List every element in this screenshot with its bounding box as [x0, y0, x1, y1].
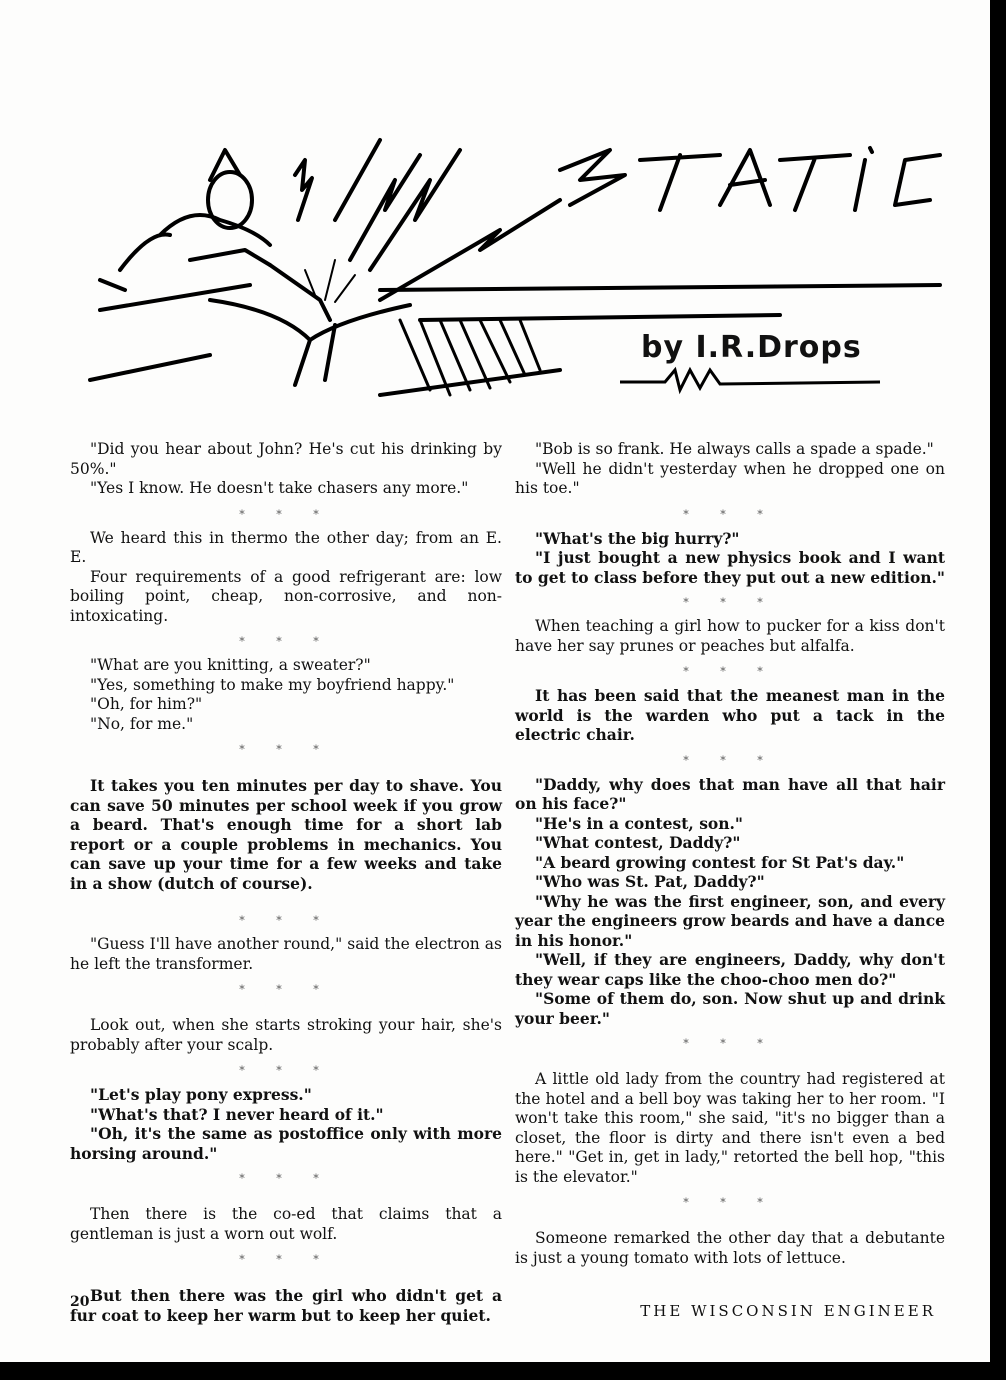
title-letter-i	[855, 148, 872, 210]
joke-text: "Daddy, why does that man have all that hair on his face?"	[515, 774, 945, 813]
joke-text: "What contest, Daddy?"	[535, 833, 741, 852]
section-separator: * * *	[683, 753, 777, 767]
section-separator: * * *	[683, 665, 777, 678]
title-letter-t2	[780, 155, 850, 210]
joke-text: It takes you ten minutes per day to shave. You can save 50 minutes per school week if you grow a beard. That's enough time for a short lab report or a couple problems in mechanics. You can save up your time for a few weeks and take in a show (dutch of course).	[70, 776, 502, 893]
joke-text: "Did you hear about John? He's cut his drinking by 50%."	[70, 440, 502, 478]
section-separator: * * *	[239, 1064, 333, 1077]
title-letter-s	[560, 150, 625, 205]
page-number: 20	[70, 1294, 90, 1310]
section-separator: * * *	[239, 507, 333, 521]
byline: by I.R.Drops	[641, 330, 862, 365]
joke-text: "Who was St. Pat, Daddy?"	[535, 872, 765, 891]
joke-text: "Oh, it's the same as postoffice only with more horsing around."	[70, 1124, 502, 1163]
joke-text: "A beard growing contest for St Pat's day."	[535, 852, 905, 872]
joke-text: "Oh, for him?"	[90, 695, 203, 713]
section-separator: * * *	[683, 1037, 777, 1050]
joke-text: "He's in a contest, son."	[535, 813, 743, 833]
byline-underline	[620, 370, 880, 390]
joke-text: Someone remarked the other day that a debutante is just a young tomato with lots of lettuce.	[515, 1229, 945, 1267]
joke-text: When teaching a girl how to pucker for a kiss don't have her say prunes or peaches but alfalfa.	[515, 617, 945, 655]
joke-text: "What are you knitting, a sweater?"	[90, 656, 371, 674]
lightning-bolt	[295, 160, 312, 220]
joke-text: It has been said that the meanest man in the world is the warden who put a tack in the electric chair.	[515, 686, 945, 744]
section-separator: * * *	[683, 507, 777, 521]
section-separator: * * *	[239, 1253, 333, 1266]
joke-text: A little old lady from the country had registered at the hotel and a bell boy was taking her to her room. "I won't take this room," she said, "it's no bigger than a closet, the floor is dirty and there isn't even a bed here." "Get in, get in lady," retorted the bell hop, "this is the elevator."	[515, 1070, 945, 1186]
section-separator: * * *	[239, 983, 333, 996]
joke-text: "What's that? I never heard of it."	[90, 1104, 384, 1124]
joke-text: We heard this in thermo the other day; from an E. E.	[70, 528, 502, 566]
section-separator: * * *	[683, 1196, 777, 1209]
section-separator: * * *	[239, 914, 333, 927]
section-separator: * * *	[239, 1172, 333, 1185]
section-separator: * * *	[683, 596, 777, 609]
joke-text: "Yes, something to make my boyfriend happy."	[90, 675, 455, 694]
joke-text: "Yes I know. He doesn't take chasers any more."	[90, 479, 469, 497]
joke-text: "Bob is so frank. He always calls a spade a spade."	[535, 440, 934, 458]
joke-text: "Why he was the first engineer, son, and every year the engineers grow beards and have a dance in his honor."	[515, 891, 945, 950]
title-letter-c	[895, 155, 940, 205]
left-column	[70, 440, 502, 1325]
title-letter-t	[640, 155, 720, 210]
joke-text: "Let's play pony express."	[90, 1085, 312, 1104]
joke-text: "I just bought a new physics book and I want to get to class before they put out a new edition."	[515, 548, 945, 587]
magazine-title: THE WISCONSIN ENGINEER	[640, 1302, 936, 1320]
joke-text: "No, for me."	[90, 714, 194, 733]
section-separator: * * *	[239, 743, 333, 756]
joke-text: Then there is the co-ed that claims that a gentleman is just a worn out wolf.	[70, 1205, 502, 1243]
joke-text: "Some of them do, son. Now shut up and drink your beer."	[515, 989, 945, 1028]
section-separator: * * *	[239, 635, 333, 648]
static-cartoon-illustration	[80, 120, 960, 420]
right-column	[515, 440, 945, 1268]
joke-text: "Well, if they are engineers, Daddy, why don't they wear caps like the choo-choo men do?"	[515, 950, 945, 989]
joke-text: But then there was the girl who didn't get a fur coat to keep her warm but to keep her quiet.	[70, 1286, 502, 1325]
joke-text: "Well he didn't yesterday when he dropped one on his toe."	[515, 459, 945, 497]
joke-text: "What's the big hurry?"	[535, 528, 740, 548]
joke-text: Look out, when she starts stroking your hair, she's probably after your scalp.	[70, 1016, 502, 1054]
joke-text: Four requirements of a good refrigerant are: low boiling point, cheap, non-corrosive, and non-intoxicating.	[70, 567, 502, 625]
title-letter-a	[720, 150, 770, 205]
joke-text: "Guess I'll have another round," said the electron as he left the transformer.	[70, 935, 502, 973]
